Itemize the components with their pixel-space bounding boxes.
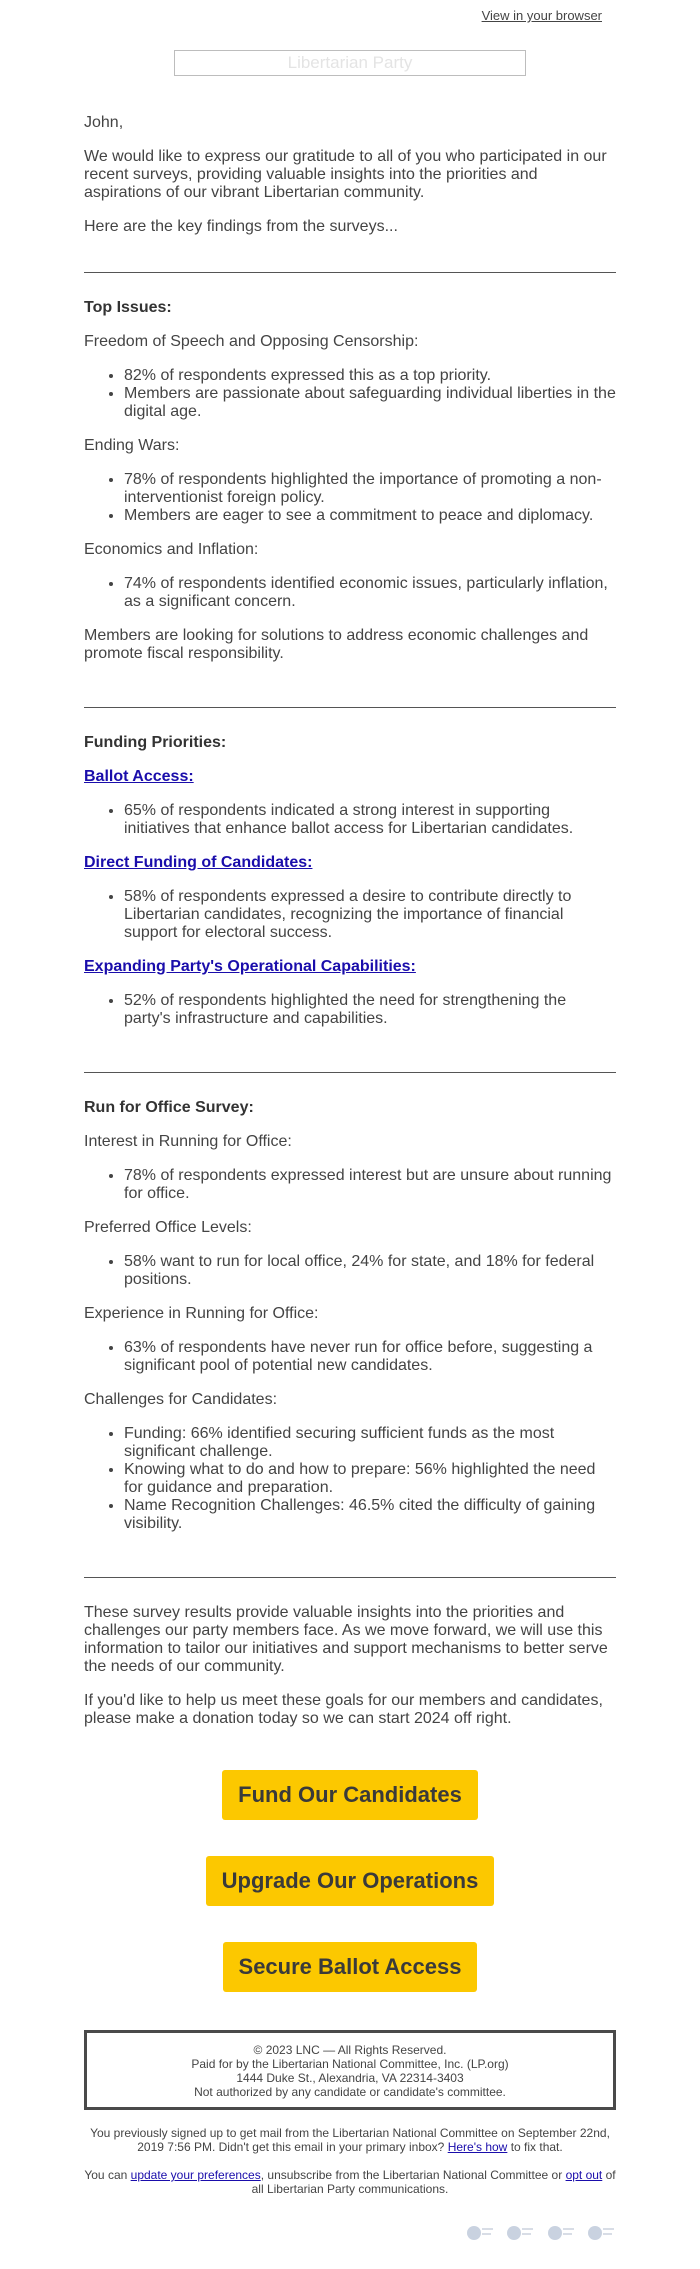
office-list-experience	[84, 1339, 616, 1375]
list-item: • 58% want to run for local office, 24% for state, and 18% for federal positions.	[124, 1253, 616, 1289]
direct-funding-link[interactable]: Direct Funding of Candidates:	[84, 854, 313, 871]
social-icons-row	[0, 2222, 700, 2252]
footer-disclaimer-box	[84, 2030, 616, 2110]
list-item: • 65% of respondents indicated a strong interest in supporting initiatives that enhance ballot access for Libertarian candidates.	[124, 802, 616, 838]
twitter-icon[interactable]	[505, 2222, 535, 2244]
issue-label-speech: Freedom of Speech and Opposing Censorship:	[84, 333, 419, 350]
closing-paragraph-1: These survey results provide valuable insights into the priorities and challenges our party members face. As we move forward, we will use this information to tailor our initiatives and support mechanisms to better serve the needs of our community.	[84, 1604, 608, 1675]
issue-label-wars: Ending Wars:	[84, 437, 180, 454]
view-in-browser-link[interactable]: View in your browser	[481, 8, 602, 23]
logo-image[interactable]: Libertarian Party	[174, 50, 526, 76]
upgrade-operations-button[interactable]: Upgrade Our Operations	[206, 1856, 495, 1906]
address-text: 1444 Duke St., Alexandria, VA 22314-3403	[236, 2071, 464, 2085]
paid-for-text: Paid for by the Libertarian National Committee, Inc. (LP.org)	[191, 2057, 509, 2071]
opt-out-link[interactable]: opt out	[565, 2168, 603, 2182]
run-for-office-heading: Run for Office Survey:	[84, 1099, 254, 1116]
email-body	[0, 114, 700, 1728]
funding-heading: Funding Priorities:	[84, 734, 227, 751]
funding-list-ballot	[84, 802, 616, 838]
issue-list-wars	[84, 471, 616, 525]
list-item: • 52% of respondents highlighted the need for strengthening the party's infrastructure and capabilities.	[124, 992, 616, 1028]
issue-label-economics: Economics and Inflation:	[84, 541, 259, 558]
youtube-icon[interactable]	[586, 2222, 616, 2244]
list-item: • Members are passionate about safeguarding individual liberties in the digital age.	[124, 385, 616, 421]
top-bar	[0, 0, 700, 38]
list-item: • 74% of respondents identified economic issues, particularly inflation, as a significant concern.	[124, 575, 616, 611]
list-item: • Name Recognition Challenges: 46.5% cited the difficulty of gaining visibility.	[124, 1497, 616, 1533]
divider	[84, 1577, 616, 1578]
copyright-text: © 2023 LNC — All Rights Reserved.	[253, 2043, 447, 2057]
office-list-challenges	[84, 1425, 616, 1533]
office-label-challenges: Challenges for Candidates:	[84, 1391, 278, 1408]
lead-in-text: Here are the key findings from the surveys...	[84, 218, 398, 235]
list-item: • Knowing what to do and how to prepare: 56% highlighted the need for guidance and preparation.	[124, 1461, 616, 1497]
funding-list-direct	[84, 888, 616, 942]
top-issues-heading: Top Issues:	[84, 299, 172, 316]
issue-list-speech	[84, 367, 616, 421]
closing-paragraph-2: If you'd like to help us meet these goals for our members and candidates, please make a donation today so we can start 2024 off right.	[84, 1692, 603, 1727]
instagram-icon[interactable]	[546, 2222, 576, 2244]
list-item: • 78% of respondents expressed interest but are unsure about running for office.	[124, 1167, 616, 1203]
divider	[84, 272, 616, 273]
divider	[84, 707, 616, 708]
funding-list-operations	[84, 992, 616, 1028]
secure-ballot-button[interactable]: Secure Ballot Access	[223, 1942, 478, 1992]
facebook-icon[interactable]	[465, 2222, 495, 2244]
list-item: • 58% of respondents expressed a desire to contribute directly to Libertarian candidates, recognizing the importance of financial support for electoral success.	[124, 888, 616, 942]
signup-notice: You previously signed up to get mail from the Libertarian National Committee on September 22nd, 2019 7:56 PM. Didn't get this email in your primary inbox? Here's how to fix that.	[90, 2126, 610, 2154]
divider	[84, 1072, 616, 1073]
top-issues-closing: Members are looking for solutions to address economic challenges and promote fiscal responsibility.	[84, 627, 589, 662]
office-list-levels	[84, 1253, 616, 1289]
operational-capabilities-link[interactable]: Expanding Party's Operational Capabilities:	[84, 958, 416, 975]
list-item: • Funding: 66% identified securing sufficient funds as the most significant challenge.	[124, 1425, 616, 1461]
cta-row	[0, 1856, 700, 1906]
office-label-levels: Preferred Office Levels:	[84, 1219, 252, 1236]
office-list-interest	[84, 1167, 616, 1203]
greeting: John,	[84, 114, 124, 131]
ballot-access-link[interactable]: Ballot Access:	[84, 768, 194, 785]
cta-row	[0, 1770, 700, 1820]
list-item: • 63% of respondents have never run for office before, suggesting a significant pool of potential new candidates.	[124, 1339, 616, 1375]
list-item: • Members are eager to see a commitment to peace and diplomacy.	[124, 507, 616, 525]
office-label-experience: Experience in Running for Office:	[84, 1305, 319, 1322]
cta-row	[0, 1942, 700, 1992]
update-preferences-link[interactable]: update your preferences	[130, 2168, 261, 2182]
list-item: • 82% of respondents expressed this as a top priority.	[124, 367, 616, 385]
not-authorized-text: Not authorized by any candidate or candidate's committee.	[194, 2085, 506, 2099]
issue-list-economics	[84, 575, 616, 611]
preferences-notice: You can update your preferences, unsubscribe from the Libertarian National Committee or opt out of all Libertarian Party communications.	[84, 2168, 616, 2196]
heres-how-link[interactable]: Here's how	[447, 2140, 508, 2154]
office-label-interest: Interest in Running for Office:	[84, 1133, 292, 1150]
list-item: • 78% of respondents highlighted the importance of promoting a non-interventionist foreign policy.	[124, 471, 616, 507]
fund-candidates-button[interactable]: Fund Our Candidates	[222, 1770, 478, 1820]
intro-paragraph: We would like to express our gratitude to all of you who participated in our recent surveys, providing valuable insights into the priorities and aspirations of our vibrant Libertarian community.	[84, 148, 607, 201]
